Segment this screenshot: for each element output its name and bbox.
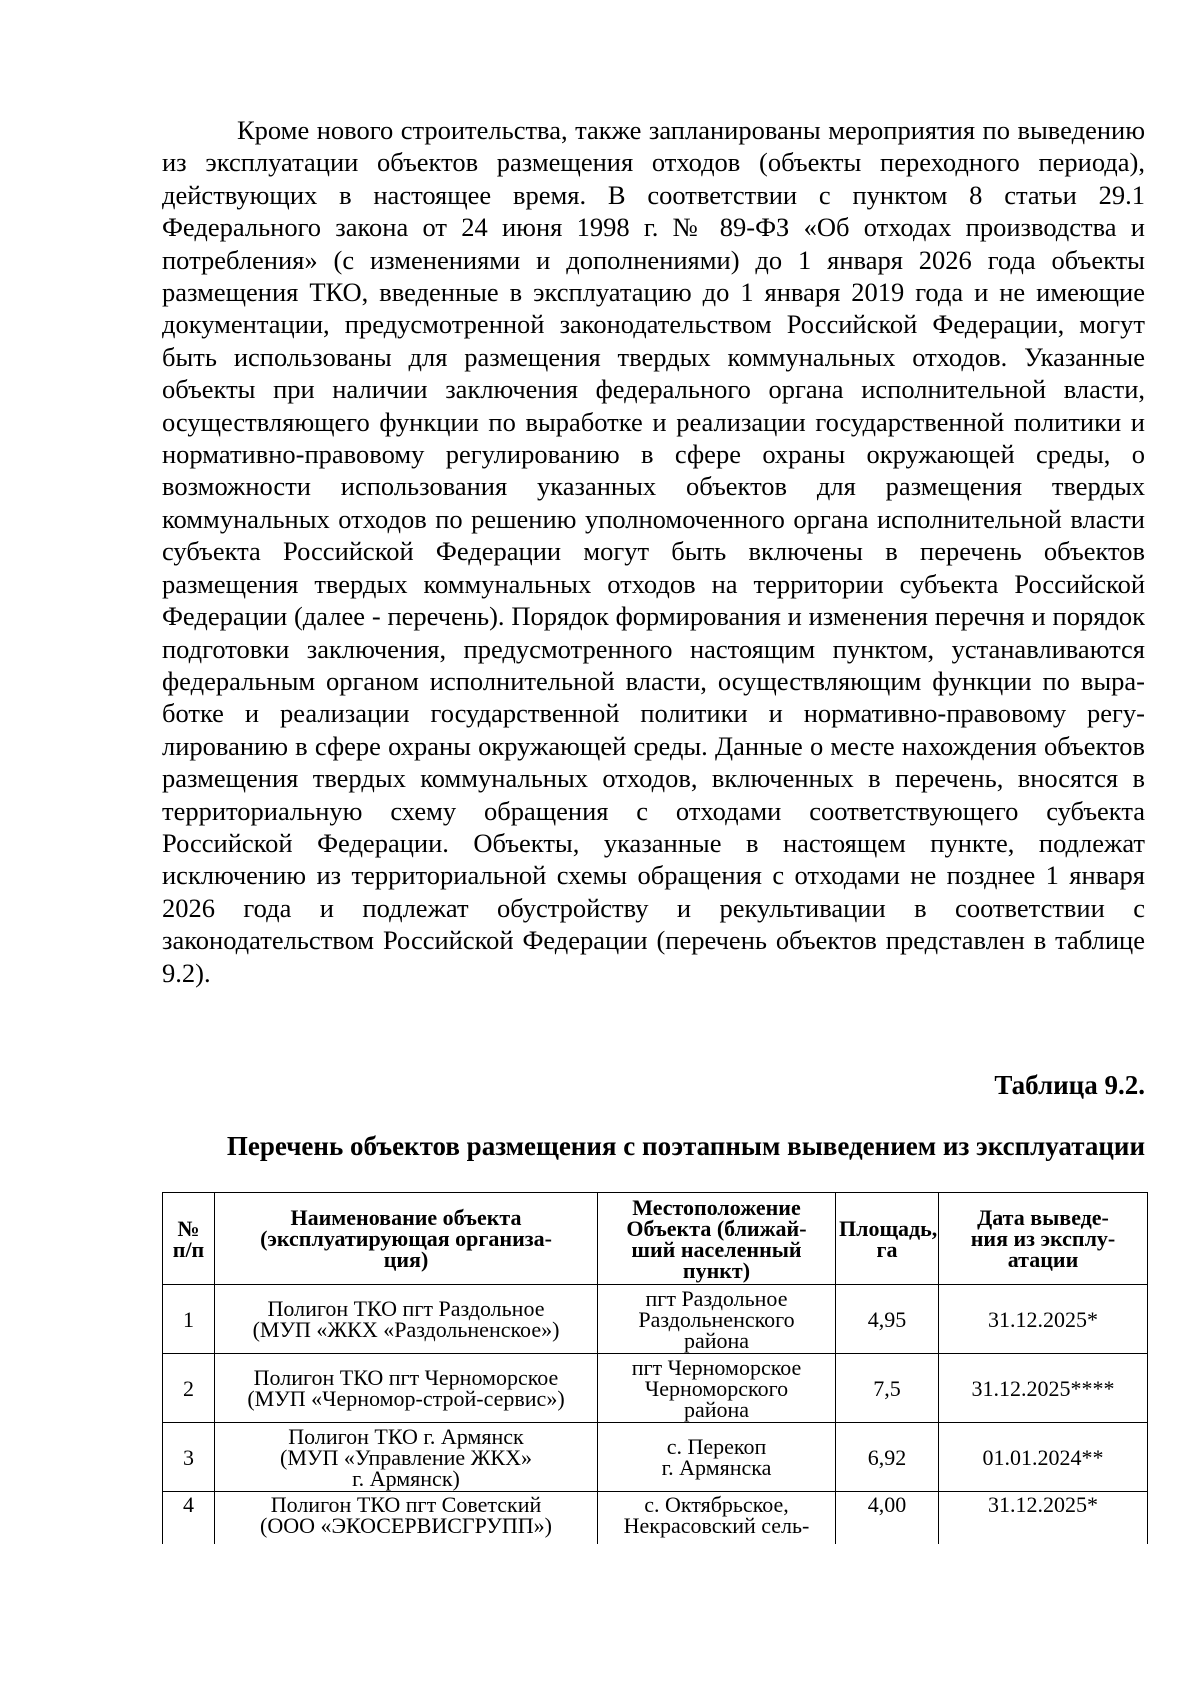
table-title: Перечень объектов размещения с поэтапным выведением из эксплуатации [226, 1131, 1145, 1161]
cell-line: (МУП «Управление ЖКХ» [280, 1444, 532, 1470]
header-line: Наименование объекта [290, 1205, 522, 1230]
cell-line: пгт Черноморское [631, 1354, 802, 1380]
cell-line: Полигон ТКО пгт Советский [270, 1492, 542, 1517]
cell-area: 6,92 [836, 1423, 939, 1492]
cell-name [215, 1285, 598, 1354]
header-line: (эксплуатирующая организа- [260, 1226, 552, 1251]
cell-num: 3 [163, 1423, 215, 1492]
table-row [163, 1354, 1148, 1423]
cell-name [215, 1492, 598, 1545]
header-date [939, 1193, 1148, 1285]
header-line: ший населенный [631, 1236, 802, 1262]
cell-area: 4,95 [836, 1285, 939, 1354]
cell-date: 31.12.2025* [939, 1492, 1148, 1545]
table-row [163, 1285, 1148, 1354]
cell-line: г. Армянска [661, 1455, 772, 1480]
header-line: № [177, 1215, 200, 1241]
header-line: п/п [172, 1236, 205, 1262]
header-num [163, 1193, 215, 1285]
cell-num: 2 [163, 1354, 215, 1423]
header-line: Площадь, [839, 1215, 938, 1241]
table-label: Таблица 9.2. [994, 1070, 1145, 1100]
objects-table [162, 1192, 1148, 1544]
header-location [598, 1193, 836, 1285]
header-line: Объекта (ближай- [626, 1215, 807, 1241]
cell-location [598, 1354, 836, 1423]
cell-line: (МУП «ЖКХ «Раздольненское») [252, 1317, 560, 1342]
table-header-row [163, 1193, 1148, 1285]
table-row [163, 1492, 1148, 1545]
header-line: пункт) [682, 1257, 751, 1283]
cell-location [598, 1492, 836, 1545]
cell-line: (ООО «ЭКОСЕРВИСГРУПП») [260, 1513, 552, 1538]
cell-line: района [683, 1327, 750, 1353]
cell-line: г. Армянск) [352, 1465, 460, 1491]
cell-name [215, 1423, 598, 1492]
header-line: га [876, 1236, 898, 1262]
cell-area: 4,00 [836, 1492, 939, 1545]
header-line: ция) [383, 1247, 429, 1272]
header-line: Местоположение [632, 1194, 801, 1220]
cell-line: Полигон ТКО пгт Черноморское [253, 1365, 559, 1390]
cell-location [598, 1423, 836, 1492]
cell-num: 4 [163, 1492, 215, 1545]
cell-line: с. Перекоп [666, 1434, 767, 1459]
cell-line: Полигон ТКО г. Армянск [288, 1423, 524, 1449]
cell-num: 1 [163, 1285, 215, 1354]
cell-date: 01.01.2024** [939, 1423, 1148, 1492]
cell-date: 31.12.2025* [939, 1285, 1148, 1354]
cell-line: (МУП «Черномор-строй-сервис») [247, 1386, 565, 1411]
cell-name [215, 1354, 598, 1423]
cell-line: района [683, 1396, 750, 1422]
cell-location [598, 1285, 836, 1354]
cell-line: пгт Раздольное [645, 1285, 788, 1311]
header-area [836, 1193, 939, 1285]
body-paragraph: Кроме нового строительства, также запланированы мероприятия по выведению из эксплуатации объектов размещения отходов (объекты переходного периода), действующих в настоящее время. В соответствии с пунктом 8 статьи 29.1 Федерального закона от 24 июня 1998 г. № 89-ФЗ «Об отходах производства и потребления» (с изменениями и дополнениями) до 1 января 2026 года объекты размещения ТКО, введенные в эксплуатацию до 1 января 2019 года и не имеющие документации, предусмотренной законодательством Российской Федерации, могут быть использованы для размещения твердых коммунальных отходов. Указанные объекты при наличии заключения федерального органа исполнительной власти, осуществляющего функции по выработке и реализации государственной политики и нормативно-правовому регулированию в сфере охраны окружающей среды, о возможности использования указанных объектов для размещения твердых коммунальных отходов по решению уполномоченного органа исполнительной власти субъекта Российской Федерации могут быть включены в перечень объектов размещения твердых коммунальных отходов на территории субъекта Российской Федерации (далее - перечень). Порядок формирования и изменения перечня и порядок подготовки заключения, предусмотренного настоящим пунктом, устанавливаются федеральным органом исполнительной власти, осуществляющим функции по выработке и реализации государственной политики и нормативно-правовому регулированию в сфере охраны окружающей среды. Данные о месте нахождения объектов размещения твердых коммунальных отходов, включенных в перечень, вносятся в территориальную схему обращения с отходами соответствующего субъекта Российской Федерации. Объекты, указанные в настоящем пункте, подлежат исключению из территориальной схемы обращения с отходами не позднее 1 января 2026 года и подлежат обустройству и рекультивации в соответствии с законодательством Российской Федерации (перечень объектов представлен в таблице 9.2). [162, 115, 1145, 988]
header-line: ния из эксплу- [970, 1226, 1116, 1251]
cell-line: Некрасовский сель- [623, 1513, 810, 1538]
cell-line: Раздольненского [638, 1306, 795, 1332]
cell-date: 31.12.2025**** [939, 1354, 1148, 1423]
cell-area: 7,5 [836, 1354, 939, 1423]
cell-line: Полигон ТКО пгт Раздольное [267, 1296, 545, 1321]
header-name [215, 1193, 598, 1285]
cell-line: с. Октябрьское, [644, 1492, 789, 1517]
header-line: атации [1007, 1247, 1079, 1272]
table-row [163, 1423, 1148, 1492]
cell-line: Черноморского [644, 1375, 789, 1401]
header-line: Дата выведе- [977, 1205, 1109, 1230]
